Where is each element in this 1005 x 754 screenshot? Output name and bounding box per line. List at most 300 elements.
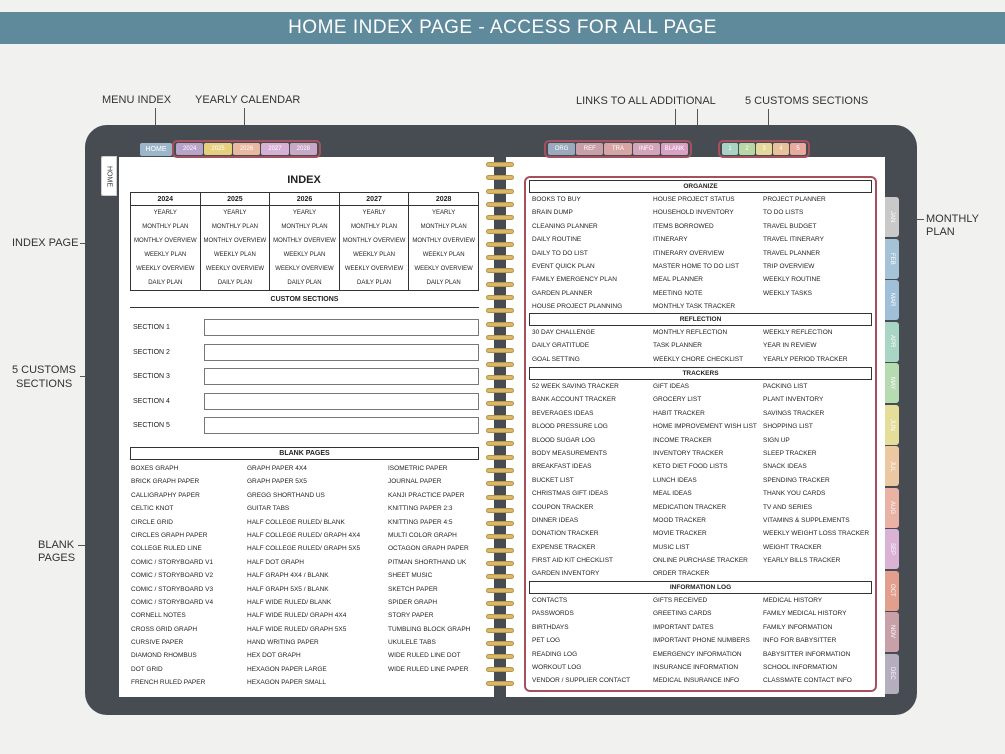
year-index-link[interactable]: WEEKLY PLAN: [353, 252, 395, 258]
page-link[interactable]: PROJECT PLANNER: [763, 196, 826, 203]
page-link[interactable]: SCHOOL INFORMATION: [763, 663, 838, 671]
blank-page-link[interactable]: KANJI PRACTICE PAPER: [388, 491, 465, 499]
links-column: [532, 380, 619, 581]
page-link[interactable]: WEEKLY WEIGHT LOSS TRACKER: [763, 530, 870, 538]
year-index-link[interactable]: MONTHLY OVERVIEW: [412, 238, 476, 244]
section-label[interactable]: SECTION 2: [133, 348, 170, 356]
page-link[interactable]: HOUSE PROJECT PLANNING: [532, 303, 623, 311]
page-banner: HOME INDEX PAGE - ACCESS FOR ALL PAGE: [0, 12, 1005, 44]
binding-ring: [486, 455, 514, 460]
year-index-link[interactable]: MONTHLY PLAN: [420, 224, 467, 230]
page-link[interactable]: BUCKET LIST: [532, 476, 574, 484]
page-link[interactable]: GARDEN INVENTORY: [532, 570, 600, 578]
year-header[interactable]: 2028: [409, 193, 478, 206]
page-link[interactable]: IMPORTANT PHONE NUMBERS: [653, 637, 750, 645]
binding-ring: [486, 614, 514, 619]
binding-ring: [486, 628, 514, 633]
year-column: [409, 193, 478, 290]
blank-page-link[interactable]: CIRCLES GRAPH PAPER: [131, 531, 208, 539]
links-column: [532, 326, 595, 366]
blank-page-link[interactable]: HALF WIDE RULED/ GRAPH 5X5: [247, 625, 347, 633]
blank-pages-title: BLANK PAGES: [130, 447, 479, 460]
blank-page-link[interactable]: WIDE RULED LINE DOT: [388, 652, 461, 660]
blank-page-link[interactable]: HALF WIDE RULED/ BLANK: [247, 598, 332, 606]
page-link[interactable]: WEIGHT TRACKER: [763, 543, 822, 551]
binding-ring: [486, 561, 514, 566]
custom-sections-title: CUSTOM SECTIONS: [270, 296, 339, 303]
binding-ring: [486, 295, 514, 300]
page-link[interactable]: KETO DIET FOOD LISTS: [653, 463, 728, 471]
binding-ring: [486, 495, 514, 500]
year-index-link[interactable]: MONTHLY PLAN: [281, 224, 328, 230]
page-link[interactable]: GARDEN PLANNER: [532, 289, 593, 297]
binding-ring: [486, 521, 514, 526]
binding-ring: [486, 162, 514, 167]
month-tab-aug[interactable]: AUG: [885, 488, 899, 528]
page-link[interactable]: MEAL PLANNER: [653, 276, 703, 284]
page-link[interactable]: BODY MEASUREMENTS: [532, 449, 608, 457]
month-tab-mar[interactable]: MAR: [885, 280, 899, 320]
links-column: [763, 326, 848, 366]
year-index-link[interactable]: MONTHLY OVERVIEW: [133, 238, 197, 244]
page-link[interactable]: CONTACTS: [532, 597, 568, 604]
page-link[interactable]: INVENTORY TRACKER: [653, 449, 724, 457]
page-link[interactable]: PLANT INVENTORY: [763, 396, 824, 404]
page-link[interactable]: VITAMINS & SUPPLEMENTS: [763, 516, 850, 524]
tab-home[interactable]: HOME: [140, 143, 172, 156]
tab-additional-ref[interactable]: REF: [576, 143, 603, 155]
blank-page-link[interactable]: SKETCH PAPER: [388, 585, 438, 593]
blank-page-link[interactable]: HALF DOT GRAPH: [247, 558, 304, 566]
binding-ring: [486, 242, 514, 247]
page-link[interactable]: THANK YOU CARDS: [763, 490, 826, 498]
page-link[interactable]: PACKING LIST: [763, 383, 808, 390]
section-label[interactable]: SECTION 5: [133, 422, 170, 429]
callout-index-page: INDEX PAGE: [12, 237, 79, 249]
index-title: INDEX: [287, 174, 321, 186]
page-link[interactable]: HOUSE PROJECT STATUS: [653, 196, 735, 203]
binding-ring: [486, 601, 514, 606]
year-index-link[interactable]: MONTHLY PLAN: [142, 224, 189, 230]
page-link[interactable]: 52 WEEK SAVING TRACKER: [532, 383, 619, 390]
binding-ring: [486, 548, 514, 553]
links-column: [532, 594, 630, 688]
tab-years-2028[interactable]: 2028: [290, 143, 317, 155]
blank-page-link[interactable]: DIAMOND RHOMBUS: [131, 652, 197, 660]
page-link[interactable]: WEEKLY ROUTINE: [763, 276, 821, 284]
binding-ring: [486, 415, 514, 420]
page-link[interactable]: YEAR IN REVIEW: [763, 342, 817, 350]
binding-ring: [486, 189, 514, 194]
section-name-field[interactable]: [204, 368, 479, 385]
page-link[interactable]: HOME IMPROVEMENT WISH LIST: [653, 423, 757, 431]
year-index-link[interactable]: YEARLY: [292, 210, 317, 216]
year-index-link[interactable]: DAILY PLAN: [357, 280, 392, 286]
page-link[interactable]: BLOOD SUGAR LOG: [532, 436, 596, 444]
year-header[interactable]: 2027: [340, 193, 409, 206]
year-header[interactable]: 2024: [131, 193, 200, 206]
section-name-field[interactable]: [204, 319, 479, 336]
binding-ring: [486, 282, 514, 287]
year-column: [131, 193, 201, 290]
blank-page-link[interactable]: CELTIC KNOT: [131, 505, 174, 513]
year-index-link[interactable]: WEEKLY OVERVIEW: [275, 266, 334, 272]
binding-ring: [486, 348, 514, 353]
page-link[interactable]: TO DO LISTS: [763, 209, 804, 217]
year-index-link[interactable]: MONTHLY OVERVIEW: [203, 238, 267, 244]
month-tab-may[interactable]: MAY: [885, 363, 899, 403]
page-link[interactable]: GIFT IDEAS: [653, 383, 689, 390]
tab-additional-tra[interactable]: TRA: [604, 143, 631, 155]
year-header[interactable]: 2025: [201, 193, 270, 206]
page-link[interactable]: GROCERY LIST: [653, 396, 702, 404]
page-link[interactable]: WORKOUT LOG: [532, 663, 582, 671]
blank-page-link[interactable]: HALF WIDE RULED/ GRAPH 4X4: [247, 612, 347, 620]
page-link[interactable]: TRAVEL PLANNER: [763, 249, 821, 257]
page-link[interactable]: MEETING NOTE: [653, 289, 703, 297]
binding-ring: [486, 322, 514, 327]
tab-additional-info[interactable]: INFO: [633, 143, 660, 155]
page-link[interactable]: MONTHLY REFLECTION: [653, 329, 728, 336]
binding-ring: [486, 175, 514, 180]
binding-ring: [486, 641, 514, 646]
page-link[interactable]: TRAVEL BUDGET: [763, 222, 817, 230]
blank-page-link[interactable]: JOURNAL PAPER: [388, 478, 442, 486]
page-link[interactable]: MEDICAL HISTORY: [763, 597, 823, 604]
page-link[interactable]: DAILY ROUTINE: [532, 236, 582, 244]
page-link[interactable]: MOOD TRACKER: [653, 516, 706, 524]
tab-customs-5[interactable]: 5: [790, 143, 806, 155]
callout-monthly-plan: MONTHLY PLAN: [926, 213, 979, 238]
spiral-binding: [486, 162, 514, 692]
additional-links-tabs: [544, 140, 692, 158]
callout-customs-sections: 5 CUSTOMS SECTIONS: [745, 95, 869, 107]
page-link[interactable]: PET LOG: [532, 637, 561, 645]
month-tab-sep[interactable]: SEP: [885, 529, 899, 569]
page-link[interactable]: CLEANING PLANNER: [532, 222, 598, 230]
page-link[interactable]: ITINERARY: [653, 236, 688, 244]
tab-years-2027[interactable]: 2027: [261, 143, 288, 155]
page-link[interactable]: BRAIN DUMP: [532, 209, 573, 217]
page-link[interactable]: INFO FOR BABYSITTER: [763, 637, 837, 645]
tab-customs-2[interactable]: 2: [739, 143, 755, 155]
binding-ring: [486, 362, 514, 367]
year-index-link[interactable]: DAILY PLAN: [287, 280, 322, 286]
year-index-link[interactable]: DAILY PLAN: [148, 280, 183, 286]
blank-page-link[interactable]: UKULELE TABS: [388, 639, 436, 647]
section-label[interactable]: SECTION 1: [133, 324, 170, 331]
page-link[interactable]: TRAVEL ITINERARY: [763, 236, 824, 244]
year-index-table: [130, 192, 479, 291]
month-tab-nov[interactable]: NOV: [885, 612, 899, 652]
page-link[interactable]: BLOOD PRESSURE LOG: [532, 423, 608, 431]
binding-ring: [486, 255, 514, 260]
blank-page-link[interactable]: WIDE RULED LINE PAPER: [388, 665, 469, 673]
callout-blank-pages-2: PAGES: [38, 552, 76, 564]
blank-page-link[interactable]: DOT GRID: [131, 665, 163, 673]
year-column: [270, 193, 340, 290]
page-link[interactable]: MUSIC LIST: [653, 543, 690, 551]
callout-blank-pages: BLANK: [38, 539, 75, 551]
blank-page-link[interactable]: GREGG SHORTHAND US: [247, 491, 325, 499]
blank-page-link[interactable]: SHEET MUSIC: [388, 572, 433, 580]
blank-page-link[interactable]: TUMBLING BLOCK GRAPH: [388, 625, 471, 633]
page-link[interactable]: SPENDING TRACKER: [763, 476, 830, 484]
blank-page-link[interactable]: GUITAR TABS: [247, 505, 290, 513]
blank-page-link[interactable]: HEXAGON PAPER LARGE: [247, 665, 327, 673]
binding-ring: [486, 229, 514, 234]
page-link[interactable]: FIRST AID KIT CHECKLIST: [532, 557, 614, 565]
page-link[interactable]: MOVIE TRACKER: [653, 530, 707, 538]
page-link[interactable]: INSURANCE INFORMATION: [653, 663, 739, 671]
side-tab-home[interactable]: HOME: [101, 156, 117, 196]
binding-ring: [486, 681, 514, 686]
page-link[interactable]: WEEKLY CHORE CHECKLIST: [653, 355, 744, 363]
page-link[interactable]: SHOPPING LIST: [763, 423, 813, 431]
binding-ring: [486, 202, 514, 207]
year-index-link[interactable]: YEARLY: [153, 210, 177, 216]
page-link[interactable]: GIFTS RECEIVED: [653, 597, 708, 604]
callout-customs-sections-left-2: SECTIONS: [16, 378, 73, 390]
blank-page-link[interactable]: ISOMETRIC PAPER: [388, 465, 448, 472]
year-column: [340, 193, 410, 290]
page-link[interactable]: TRIP OVERVIEW: [763, 262, 815, 270]
year-index-link[interactable]: WEEKLY OVERVIEW: [344, 266, 404, 272]
divider: [130, 307, 479, 308]
blank-page-link[interactable]: CURSIVE PAPER: [131, 639, 184, 647]
binding-ring: [486, 401, 514, 406]
callout-links-additional: LINKS TO ALL ADDITIONAL: [576, 95, 716, 107]
blank-page-link[interactable]: COMIC / STORYBOARD V3: [131, 585, 214, 593]
year-column: [201, 193, 271, 290]
page-link[interactable]: PASSWORDS: [532, 610, 574, 618]
section-name-field[interactable]: [204, 393, 479, 410]
blank-page-link[interactable]: CALLIGRAPHY PAPER: [131, 491, 200, 499]
page-link[interactable]: COUPON TRACKER: [532, 503, 594, 511]
tab-customs-1[interactable]: 1: [722, 143, 738, 155]
page-link[interactable]: MEDICAL INSURANCE INFO: [653, 677, 740, 685]
blank-pages-column: [131, 462, 213, 690]
page-link[interactable]: BOOKS TO BUY: [532, 196, 581, 203]
section-header-information: INFORMATION LOG: [529, 581, 872, 594]
section-label[interactable]: SECTION 3: [133, 373, 170, 380]
page-link[interactable]: EMERGENCY INFORMATION: [653, 650, 742, 658]
blank-page-link[interactable]: SPIDER GRAPH: [388, 598, 438, 606]
page-link[interactable]: GREETING CARDS: [653, 610, 712, 618]
blank-page-link[interactable]: MULTI COLOR GRAPH: [388, 531, 457, 539]
tab-years-2024[interactable]: 2024: [176, 143, 203, 155]
page-link[interactable]: DAILY GRATITUDE: [532, 342, 590, 350]
custom-section-tabs: [718, 140, 810, 158]
page-link[interactable]: SIGN UP: [763, 436, 790, 444]
binding-ring: [486, 588, 514, 593]
links-column: [763, 380, 869, 567]
links-column: [532, 193, 622, 314]
callout-menu-index: MENU INDEX: [102, 94, 172, 106]
year-index-link[interactable]: MONTHLY PLAN: [211, 224, 258, 230]
blank-page-link[interactable]: HALF COLLEGE RULED/ BLANK: [247, 518, 345, 526]
page-link[interactable]: SLEEP TRACKER: [763, 449, 817, 457]
links-column: [653, 326, 743, 366]
blank-page-link[interactable]: COMIC / STORYBOARD V1: [131, 558, 214, 566]
blank-page-link[interactable]: BOXES GRAPH: [131, 465, 179, 472]
month-tab-oct[interactable]: OCT: [885, 571, 899, 611]
year-index-link[interactable]: WEEKLY OVERVIEW: [414, 266, 473, 272]
blank-page-link[interactable]: CORNELL NOTES: [131, 612, 186, 620]
yearly-calendar-tabs: [172, 140, 321, 158]
year-index-link[interactable]: WEEKLY PLAN: [144, 252, 187, 258]
blank-page-link[interactable]: COMIC / STORYBOARD V4: [131, 598, 214, 606]
blank-page-link[interactable]: HEX DOT GRAPH: [247, 652, 301, 660]
page-link[interactable]: EVENT QUICK PLAN: [532, 262, 595, 270]
blank-page-link[interactable]: HALF COLLEGE RULED/ GRAPH 4X4: [247, 531, 361, 539]
blank-page-link[interactable]: KNITTING PAPER 4:5: [388, 518, 453, 526]
year-index-link[interactable]: YEARLY: [223, 210, 247, 216]
year-index-link[interactable]: WEEKLY PLAN: [213, 252, 256, 258]
blank-pages-column: [388, 462, 470, 676]
page-link[interactable]: ONLINE PURCHASE TRACKER: [653, 557, 748, 565]
page-link[interactable]: TV AND SERIES: [763, 503, 813, 511]
page-link[interactable]: SAVINGS TRACKER: [763, 409, 825, 417]
year-index-link[interactable]: MONTHLY OVERVIEW: [342, 238, 406, 244]
binding-ring: [486, 268, 514, 273]
tab-additional-blank[interactable]: BLANK: [661, 143, 688, 155]
tab-customs-4[interactable]: 4: [773, 143, 789, 155]
binding-ring: [486, 667, 514, 672]
blank-page-link[interactable]: GRAPH PAPER 5X5: [247, 478, 307, 486]
tab-customs-3[interactable]: 3: [756, 143, 772, 155]
page-link[interactable]: HOUSEHOLD INVENTORY: [653, 209, 734, 217]
binding-ring: [486, 654, 514, 659]
blank-page-link[interactable]: HAND WRITING PAPER: [247, 639, 319, 647]
blank-page-link[interactable]: STORY PAPER: [388, 612, 434, 620]
page-link[interactable]: FAMILY INFORMATION: [763, 623, 833, 631]
page-link[interactable]: MEAL IDEAS: [653, 490, 692, 498]
page-link[interactable]: SNACK IDEAS: [763, 463, 807, 471]
binding-ring: [486, 534, 514, 539]
blank-page-link[interactable]: GRAPH PAPER 4X4: [247, 465, 307, 472]
section-label[interactable]: SECTION 4: [133, 397, 170, 405]
year-index-link[interactable]: DAILY PLAN: [426, 280, 461, 286]
month-tab-jun[interactable]: JUN: [885, 405, 899, 445]
page-link[interactable]: GOAL SETTING: [532, 355, 580, 363]
binding-ring: [486, 375, 514, 380]
year-header[interactable]: 2026: [270, 193, 339, 206]
binding-ring: [486, 428, 514, 433]
callout-yearly-calendar: YEARLY CALENDAR: [195, 94, 301, 106]
binding-ring: [486, 335, 514, 340]
section-header-trackers: TRACKERS: [529, 367, 872, 380]
blank-page-link[interactable]: HALF GRAPH 4X4 / BLANK: [247, 572, 329, 580]
page-link[interactable]: INCOME TRACKER: [653, 436, 712, 444]
page-link[interactable]: DINNER IDEAS: [532, 516, 579, 524]
page-link[interactable]: CLASSMATE CONTACT INFO: [763, 677, 852, 685]
page-link[interactable]: TASK PLANNER: [653, 342, 703, 350]
page-link[interactable]: READING LOG: [532, 650, 578, 658]
page-link[interactable]: EXPENSE TRACKER: [532, 543, 596, 551]
page-link[interactable]: BANK ACCOUNT TRACKER: [532, 396, 616, 404]
section-name-field[interactable]: [204, 417, 479, 434]
blank-page-link[interactable]: COLLEGE RULED LINE: [131, 545, 202, 553]
blank-page-link[interactable]: PITMAN SHORTHAND UK: [388, 558, 467, 566]
page-link[interactable]: CHRISTMAS GIFT IDEAS: [532, 490, 609, 498]
page-link[interactable]: IMPORTANT DATES: [653, 623, 714, 631]
links-column: [653, 193, 739, 314]
binding-ring: [486, 468, 514, 473]
blank-page-link[interactable]: BRICK GRAPH PAPER: [131, 478, 200, 486]
year-index-link[interactable]: WEEKLY OVERVIEW: [205, 266, 265, 272]
page-link[interactable]: ITEMS BORROWED: [653, 222, 714, 230]
tab-additional-org[interactable]: ORG: [548, 143, 575, 155]
year-index-link[interactable]: WEEKLY PLAN: [422, 252, 465, 258]
page-link[interactable]: BEVERAGES IDEAS: [532, 409, 594, 417]
tab-years-2025[interactable]: 2025: [204, 143, 231, 155]
blank-page-link[interactable]: HALF GRAPH 5X5 / BLANK: [247, 585, 329, 593]
page-link[interactable]: BREAKFAST IDEAS: [532, 463, 592, 471]
page-link[interactable]: DONATION TRACKER: [532, 530, 599, 538]
blank-page-link[interactable]: CROSS GRID GRAPH: [131, 625, 198, 633]
page-link[interactable]: WEEKLY REFLECTION: [763, 329, 833, 336]
tab-years-2026[interactable]: 2026: [233, 143, 260, 155]
blank-page-link[interactable]: CIRCLE GRID: [131, 518, 173, 526]
page-link[interactable]: VENDOR / SUPPLIER CONTACT: [532, 677, 631, 685]
year-index-link[interactable]: MONTHLY PLAN: [351, 224, 398, 230]
month-tab-feb[interactable]: FEB: [885, 239, 899, 279]
blank-page-link[interactable]: HALF COLLEGE RULED/ GRAPH 5X5: [247, 545, 361, 553]
page-link[interactable]: BABYSITTER INFORMATION: [763, 650, 851, 658]
page-link[interactable]: ITINERARY OVERVIEW: [653, 249, 725, 257]
blank-page-link[interactable]: COMIC / STORYBOARD V2: [131, 572, 214, 580]
year-index-link[interactable]: MONTHLY OVERVIEW: [273, 238, 336, 244]
month-tab-jan[interactable]: JAN: [885, 197, 899, 237]
year-index-link[interactable]: WEEKLY OVERVIEW: [136, 266, 195, 272]
month-tab-apr[interactable]: APR: [885, 322, 899, 362]
page-link[interactable]: YEARLY BILLS TRACKER: [763, 557, 841, 565]
links-column: [653, 380, 757, 581]
binding-ring: [486, 441, 514, 446]
year-index-link[interactable]: WEEKLY PLAN: [283, 252, 326, 258]
section-header-organize: ORGANIZE: [529, 180, 872, 193]
month-tab-jul[interactable]: JUL: [885, 446, 899, 486]
page-link[interactable]: MASTER HOME TO DO LIST: [653, 262, 740, 270]
page-link[interactable]: FAMILY EMERGENCY PLAN: [532, 276, 617, 284]
page-link[interactable]: YEARLY PERIOD TRACKER: [763, 355, 848, 363]
year-index-link[interactable]: YEARLY: [432, 210, 456, 216]
page-link[interactable]: FAMILY MEDICAL HISTORY: [763, 610, 847, 618]
year-index-link[interactable]: YEARLY: [362, 210, 386, 216]
binding-ring: [486, 388, 514, 393]
section-name-field[interactable]: [204, 344, 479, 361]
page-link[interactable]: HABIT TRACKER: [653, 409, 705, 417]
page-link[interactable]: BIRTHDAYS: [532, 623, 569, 631]
page-link[interactable]: LUNCH IDEAS: [653, 476, 697, 484]
blank-page-link[interactable]: KNITTING PAPER 2:3: [388, 505, 453, 513]
page-link[interactable]: MEDICATION TRACKER: [653, 503, 727, 511]
year-index-link[interactable]: DAILY PLAN: [217, 280, 252, 286]
page-link[interactable]: MONTHLY TASK TRACKER: [653, 303, 736, 311]
blank-page-link[interactable]: FRENCH RULED PAPER: [131, 679, 206, 687]
page-link[interactable]: 30 DAY CHALLENGE: [532, 329, 595, 336]
page-link[interactable]: ORDER TRACKER: [653, 570, 710, 578]
blank-page-link[interactable]: OCTAGON GRAPH PAPER: [388, 545, 469, 553]
blank-page-link[interactable]: HEXAGON PAPER SMALL: [247, 679, 326, 687]
binding-ring: [486, 481, 514, 486]
links-column: [763, 594, 852, 688]
page-link[interactable]: WEEKLY TASKS: [763, 289, 813, 297]
binding-ring: [486, 308, 514, 313]
month-tab-dec[interactable]: DEC: [885, 654, 899, 694]
page-link[interactable]: DAILY TO DO LIST: [532, 249, 588, 257]
